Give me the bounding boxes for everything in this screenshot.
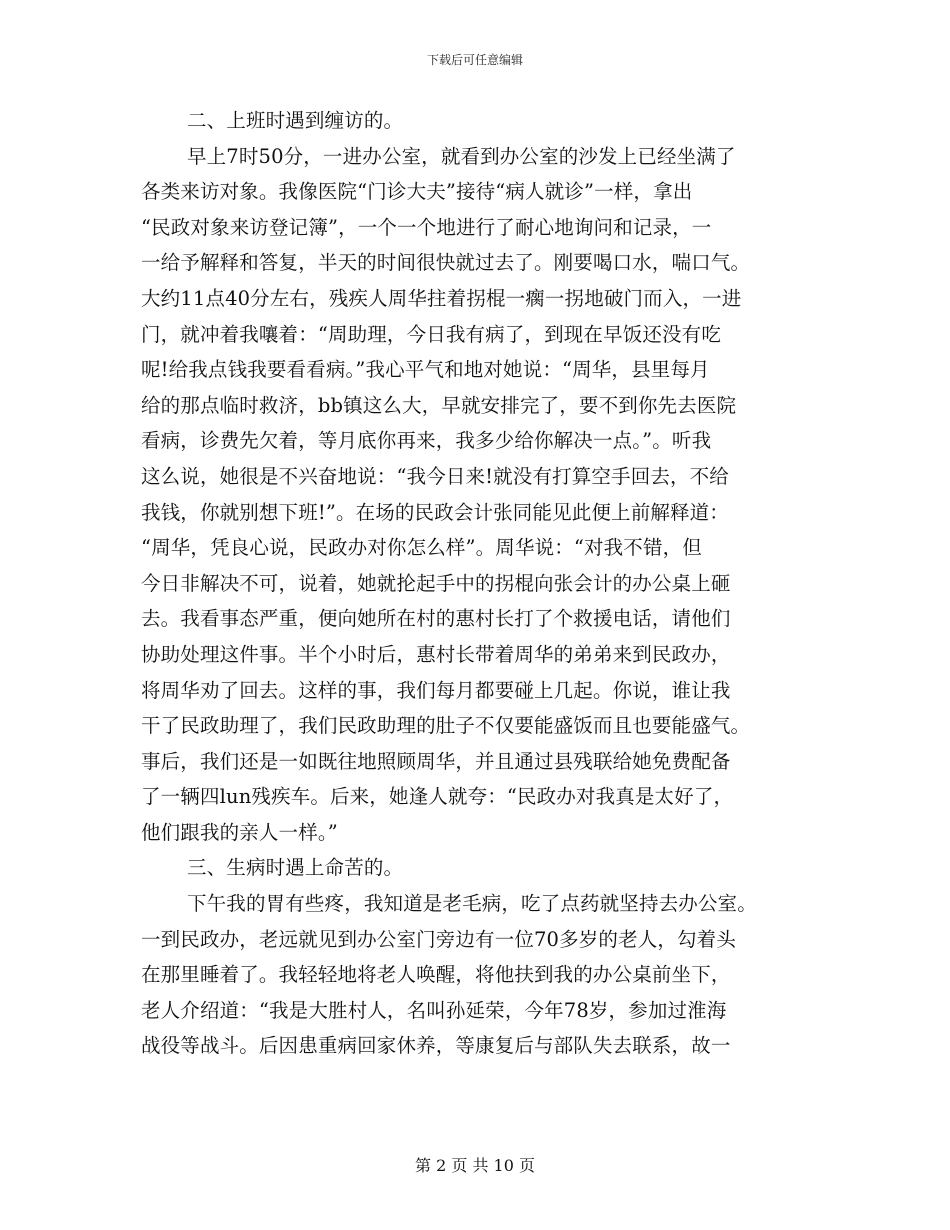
- paragraph-line: 我钱，你就别想下班!”。在场的民政会计张同能见此便上前解释道：: [141, 500, 729, 524]
- paragraph-line: 他们跟我的亲人一样。”: [141, 820, 338, 844]
- paragraph-line: 了一辆四lun残疾车。后来，她逢人就夸：“民政办对我真是太好了，: [141, 785, 734, 809]
- paragraph-line: 门，就冲着我嚷着：“周助理，今日我有病了，到现在早饭还没有吃: [141, 322, 721, 346]
- paragraph-line: 这么说，她很是不兴奋地说：“我今日来!就没有打算空手回去，不给: [141, 464, 729, 488]
- paragraph-line: 事后，我们还是一如既往地照顾周华，并且通过县残联给她免费配备: [141, 749, 731, 773]
- paragraph-line: 老人介绍道：“我是大胜村人，名叫孙延荣，今年78岁，参加过淮海: [141, 998, 727, 1022]
- paragraph-line: 在那里睡着了。我轻轻地将老人唤醒，将他扶到我的办公桌前坐下，: [141, 963, 731, 987]
- paragraph-line: 看病，诊费先欠着，等月底你再来，我多少给你解决一点。”。听我: [141, 429, 712, 453]
- paragraph-line: 协助处理这件事。半个小时后，惠村长带着周华的弟弟来到民政办，: [141, 642, 731, 666]
- paragraph-line: 早上7时50分，一进办公室，就看到办公室的沙发上已经坐满了: [187, 144, 736, 168]
- section-heading-3: 三、生病时遇上命苦的。: [187, 856, 404, 880]
- paragraph-line: 呢!给我点钱我要看看病。”我心平气和地对她说：“周华，县里每月: [141, 358, 710, 382]
- paragraph-line: 去。我看事态严重，便向她所在村的惠村长打了个救援电话，请他们: [141, 607, 731, 631]
- paragraph-line: 一给予解释和答复，半天的时间很快就过去了。刚要喝口水，喘口气。: [141, 251, 751, 275]
- paragraph-line: 今日非解决不可，说着，她就抡起手中的拐棍向张会计的办公桌上砸: [141, 571, 731, 595]
- paragraph-line: “周华，凭良心说，民政办对你怎么样”。周华说：“对我不错，但: [141, 536, 702, 560]
- page-header-note: 下载后可任意编辑: [426, 53, 523, 67]
- paragraph-line: “民政对象来访登记簿”，一个一个地进行了耐心地询问和记录，一: [141, 215, 712, 239]
- paragraph-line: 大约11点40分左右，残疾人周华拄着拐棍一瘸一拐地破门而入，一进: [141, 286, 742, 310]
- paragraph-line: 将周华劝了回去。这样的事，我们每月都要碰上几起。你说，谁让我: [141, 678, 731, 702]
- paragraph-line: 下午我的胃有些疼，我知道是老毛病，吃了点药就坚持去办公室。: [187, 892, 757, 916]
- paragraph-line: 给的那点临时救济，bb镇这么大，早就安排完了，要不到你先去医院: [141, 393, 737, 417]
- paragraph-line: 一到民政办，老远就见到办公室门旁边有一位70多岁的老人，勾着头: [141, 927, 736, 951]
- paragraph-line: 各类来访对象。我像医院“门诊大夫”接待“病人就诊”一样，拿出: [141, 180, 693, 204]
- paragraph-line: 战役等战斗。后因患重病回家休养，等康复后与部队失去联系，故一: [141, 1034, 731, 1058]
- page-number-footer: 第 2 页 共 10 页: [415, 1156, 535, 1175]
- paragraph-line: 干了民政助理了，我们民政助理的肚子不仅要能盛饭而且也要能盛气。: [141, 714, 751, 738]
- section-heading-2: 二、上班时遇到缠访的。: [187, 109, 404, 132]
- document-body: [141, 103, 811, 1064]
